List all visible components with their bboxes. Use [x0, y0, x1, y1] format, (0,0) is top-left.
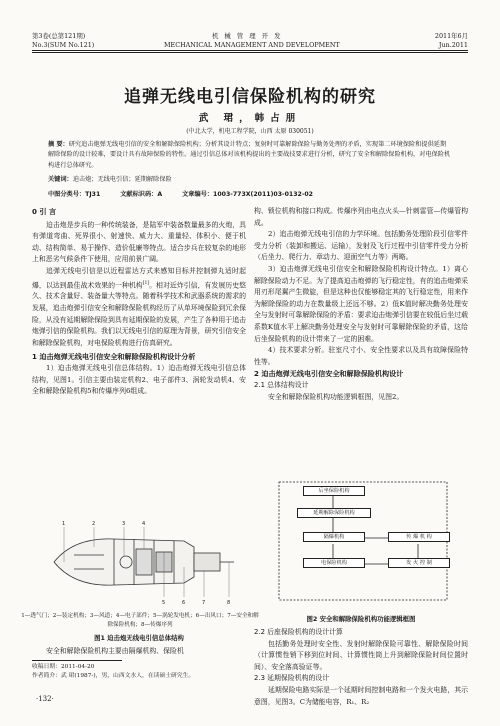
header-rule	[32, 50, 468, 51]
right-para-6: 包括勤务处理时安全性、发射时解除保险可靠性、解除保险时间（计算惯性销下移到位时间、计算惯性筒上升到解除保险时间位置时间）、安全落高验证等。	[254, 639, 468, 671]
abstract	[48, 140, 452, 171]
date-cn: 2011年6月	[434, 32, 468, 40]
section-0-heading: 0 引 言	[32, 207, 57, 216]
svg-text:6: 6	[182, 600, 186, 606]
section-2-3-heading: 2.3 延期保险机构的设计	[254, 674, 330, 683]
issue-cn: 第3卷(总第121期)	[32, 32, 86, 40]
intro-para-1: 迫击炮是步兵的一种传统装备，是陆军中装备数量最多的火炮，具有弹道弯曲、死界很小、射速快、威力大、重量轻、体积小、便于机动、结构简单、易于操作、造价低廉等特点。适合步兵在较复杂的地形上和恶劣气候条件下使用，应用前景广阔。	[32, 220, 246, 264]
svg-text:5: 5	[162, 600, 166, 606]
journal-en: MECHANICAL MANAGEMENT AND DEVELOPMENT	[164, 41, 340, 49]
section-2-heading: 2 迫击炮弹无线电引信安全和解除保险机构设计	[254, 369, 404, 379]
figure-1-legend: 1—透气门；2—装定机构；3—风道；4—电子部件；5—涡轮发电机；6—出风口；7—安全和解除保险机构；8—传爆序列	[21, 613, 259, 628]
clc-number: 中图分类号：TJ31	[48, 191, 101, 198]
intro-para-2a: 追弹无线电引信是以近程雷达方式来感知目标并控制弹丸适时起爆，以达到最佳战术效果的一种机构	[32, 266, 246, 289]
intro-para-2b: 。相对近炸引信，有发展历史悠久、技术含量好、装备量大等特点。随着科学技术和武器系统的需求的发展，追击炮弹引信安全和解除保险机构经历了从单环境保险到冗余保险，从没有延期解除保险到具有延期保险的发展，产生了各种用于追击炮弹引信的保险机构。我们以无线电引信的原理为背景，研究引信安全和解除保险机构，对电保险机构进行仿真研究。	[32, 280, 246, 347]
section-2-1-heading: 2.1 总体结构设计	[254, 380, 309, 389]
figure-1-fuze-drawing	[34, 517, 246, 607]
figure-2-caption: 图2 安全和解除保险机构功能逻辑框图	[306, 615, 416, 623]
footnote-rule	[32, 660, 122, 661]
received-date: 收稿日期：2011-04-20	[32, 664, 95, 670]
right-column-continued	[254, 627, 468, 708]
intro-para-2	[32, 266, 246, 349]
sec1-para	[32, 363, 246, 398]
doc-code: 文献标识码：A	[120, 191, 163, 198]
paper-affiliation: (中北大学，机电工程学院，山西 太原 030051)	[186, 128, 314, 135]
left-column-continued	[32, 646, 246, 658]
right-para-1: 构、锁位机构和接口构成。传爆序列由电点火头—针刺雷管—传爆管构成。	[254, 207, 468, 227]
svg-text:4: 4	[142, 521, 146, 527]
box-firing-control: 发 火 控 制	[388, 558, 450, 568]
date-en: Jun.2011	[438, 41, 468, 49]
keywords-label: 关键词：	[48, 176, 73, 183]
box-barrier: 隔爆机构	[303, 532, 365, 542]
box-recoil-safety: 后坐保险机构	[303, 486, 365, 496]
svg-text:1: 1	[62, 521, 66, 527]
paper-authors: 武 珺，韩占朋	[198, 113, 302, 124]
article-number: 文章编号：1003-773X(2011)03-0132-02	[182, 191, 313, 198]
figure-1-caption: 图1 迫击炮无线电引信总体结构	[94, 634, 184, 642]
left-column	[32, 206, 246, 398]
box-delay-arming: 延期解除保险机构	[297, 508, 371, 518]
author-bio: 作者简介：武 珺(1987-)，男，山西文水人，在读硕士研究生。	[32, 673, 195, 679]
sec1-para-cont: 安全和解除保险机构主要由隔爆机构、保险机	[46, 647, 184, 655]
journal-cn: 机 械 管 理 开 发	[212, 32, 283, 40]
right-para-4: 4）技术要求分析。驻室尺寸小、安全性要求以及具有故障保险特性等。	[254, 346, 468, 366]
issue-en: No.3(SUM No.121)	[32, 41, 95, 49]
figure-2-block-diagram	[253, 478, 466, 605]
right-para-7: 延期保险电路实际是一个延期时间控制电路和一个发火电路，其示意图，见图3。C为储能电容，R₁、R₂	[254, 685, 468, 706]
footnote	[32, 663, 252, 681]
header-rule-2	[32, 52, 468, 53]
svg-text:7: 7	[202, 600, 206, 606]
section-1-heading: 1 迫击炮弹无线电引信安全和解除保险机构设计分析	[32, 352, 196, 362]
box-electric-safety: 电保险机构	[303, 558, 365, 568]
right-para-3: 3）迫击炮弹无线电引信安全和解除保险机构设计特点。1）离心解除保险动力不足。为了提高迫击炮弹的飞行稳定性，有的追击炮弹采用刃形尾翼产生微旋，但是这种也仅能够稳定其的飞行稳定性，用来作为解除保险的动力在数量级上还远不够。2）低K值时解决勤务处理安全与发射时可靠解除保险的矛盾：要求迫击炮弹引信要在较低后坐过载系数K值水平上解决勤务处理安全与发射时可靠解除保险的矛盾，这给后坐保险机构的设计带来了一定的困难。	[254, 264, 468, 343]
citation-1: [1]	[142, 280, 150, 286]
page-number: ·132·	[36, 695, 54, 703]
keywords-text: 迫击炮；无线电引信；延期解除保险	[72, 176, 172, 183]
abstract-label: 摘 要：	[48, 141, 69, 148]
section-2-2-heading: 2.2 后座保险机构的设计计算	[254, 628, 343, 636]
sec1-para-a: 1）迫击炮弹无线电引信总体结构	[46, 364, 150, 373]
box-booster: 传 爆 机 构	[388, 532, 450, 542]
svg-text:8: 8	[227, 600, 231, 606]
right-para-2: 2）追击炮弹无线电引信的力学环境。包括勤务处理阶段引信零件受力分析（装卸和搬运、运输），发射及飞行过程中引信零件受力分析（后坐力、爬行力、章动力、迎面空气力等）两略。	[254, 230, 468, 262]
sec1-para-b: 。1）迫击炮弹无线电引信总体结构，见图1。引信主要由装定机构2、电子部件3、涡轮发动机4、安全和解除保险机构5和传爆序列6组成。	[32, 364, 246, 396]
svg-text:2: 2	[92, 521, 96, 527]
paper-title: 追弹无线电引信保险机构的研究	[124, 87, 376, 107]
classification-meta	[48, 189, 452, 198]
keywords	[48, 175, 452, 185]
right-para-5: 安全和解除保险机构功能逻辑框图，见图2。	[268, 392, 404, 401]
svg-text:3: 3	[122, 521, 126, 527]
abstract-text: 研究追击炮弹无线电引信的安全和解除保险机构；分析其设计特点；复射时可靠解除保险与勤务处理的矛盾，实现第二环境保险和提供延期解除保险的设计较难，要设计具有故障保险的特性。通过引信总体对该机构提出的主要战技要求进行分析，研究了安全和解除保险机构，对电保险机构进行总体研究。	[48, 141, 451, 169]
right-column	[254, 206, 468, 403]
